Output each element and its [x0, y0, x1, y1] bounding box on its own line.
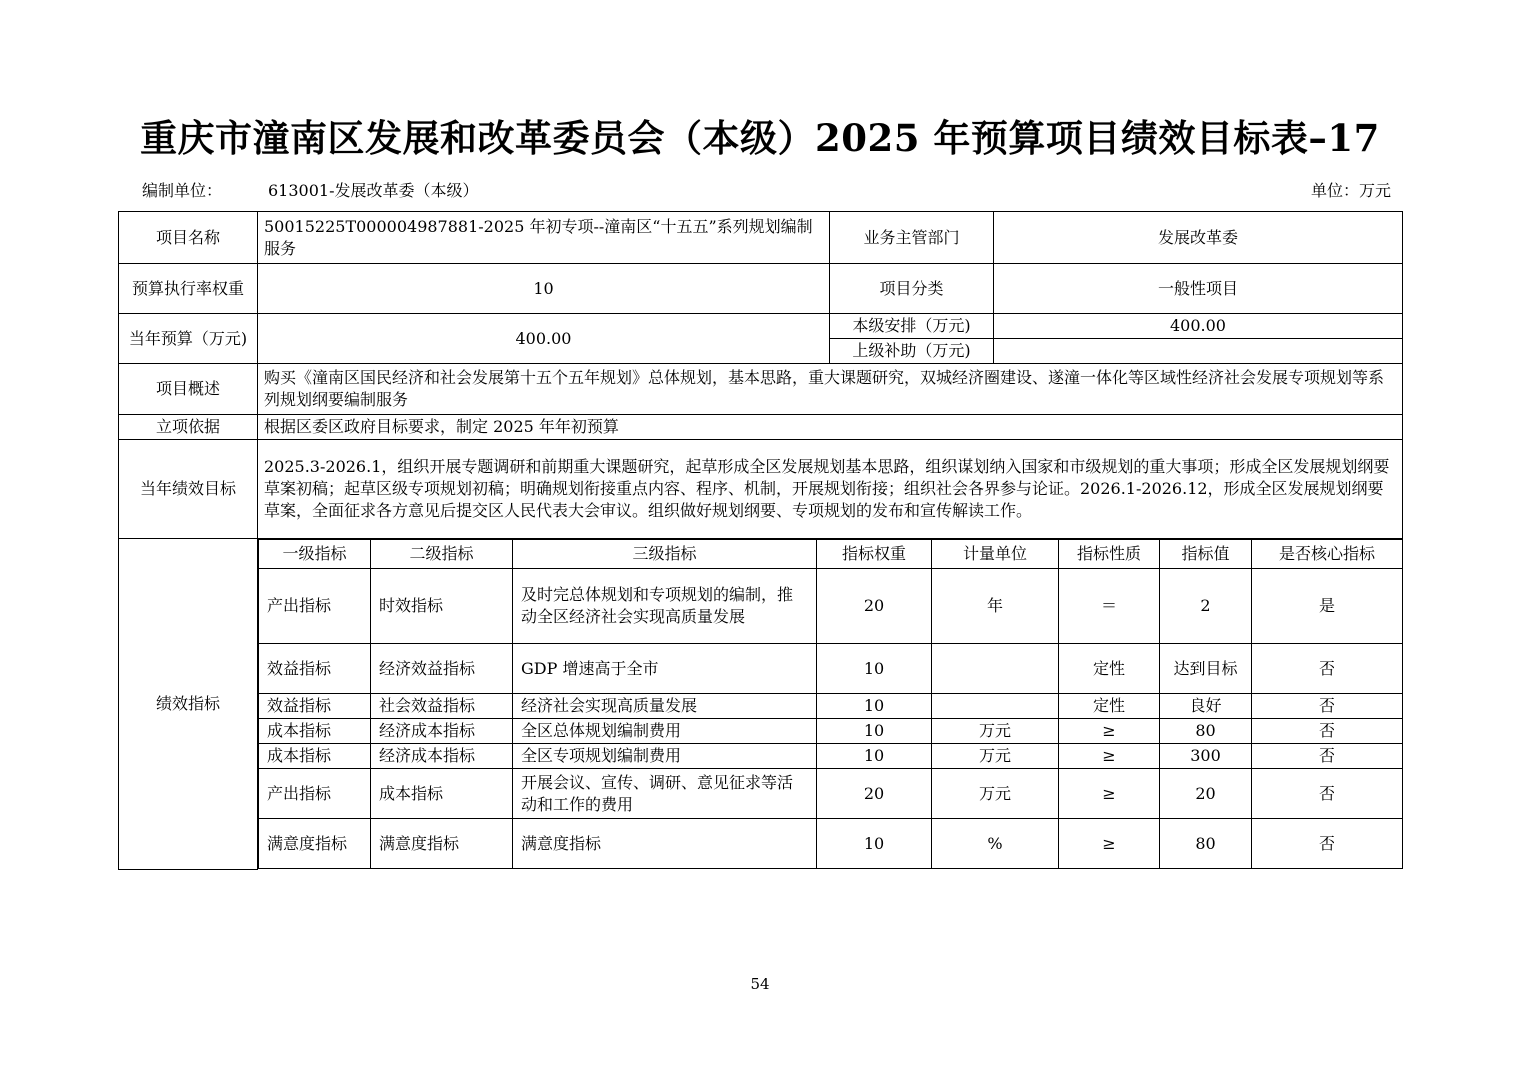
row-l2: 社会效益指标: [371, 694, 513, 719]
budget-value: 400.00: [258, 314, 830, 364]
row-l2: 成本指标: [371, 769, 513, 819]
exec-weight-label: 预算执行率权重: [119, 264, 258, 314]
overview-label: 项目概述: [119, 364, 258, 415]
org-value: 613001-发展改革委（本级）: [268, 181, 479, 200]
header-l2: 二级指标: [371, 540, 513, 569]
unit-label: 单位：万元: [1310, 181, 1391, 200]
row-unit: 万元: [932, 769, 1059, 819]
row-weight: 10: [817, 644, 932, 694]
own-arrangement-value: 400.00: [994, 314, 1403, 339]
row-core: 是: [1252, 569, 1403, 644]
exec-weight-value: 10: [258, 264, 830, 314]
row-l2: 满意度指标: [371, 819, 513, 869]
table-row: [259, 819, 1403, 869]
header-l3: 三级指标: [513, 540, 817, 569]
row-l1: 效益指标: [259, 694, 371, 719]
row-weight: 10: [817, 744, 932, 769]
row-l1: 成本指标: [259, 744, 371, 769]
superior-subsidy-value: [994, 339, 1403, 364]
row-l2: 经济成本指标: [371, 744, 513, 769]
row-l3: 经济社会实现高质量发展: [513, 694, 817, 719]
row-value: 良好: [1160, 694, 1252, 719]
header-l1: 一级指标: [259, 540, 371, 569]
row-weight: 10: [817, 819, 932, 869]
row-nature: ≥: [1059, 819, 1160, 869]
org-label: 编制单位：: [142, 181, 223, 200]
own-arrangement-label: 本级安排（万元): [830, 314, 994, 339]
table-row: [259, 644, 1403, 694]
indicators-header-row: [259, 540, 1403, 569]
header-weight: 指标权重: [817, 540, 932, 569]
indicators-table: [258, 539, 1403, 869]
row-l3: 满意度指标: [513, 819, 817, 869]
header-core: 是否核心指标: [1252, 540, 1403, 569]
row-l1: 成本指标: [259, 719, 371, 744]
row-core: 否: [1252, 694, 1403, 719]
dept-label: 业务主管部门: [830, 212, 994, 264]
table-row: [259, 719, 1403, 744]
table-row: [259, 744, 1403, 769]
indicators-cell: [258, 539, 1403, 870]
row-value: 20: [1160, 769, 1252, 819]
header-nature: 指标性质: [1059, 540, 1160, 569]
page-title: 重庆市潼南区发展和改革委员会（本级）2025 年预算项目绩效目标表–17: [140, 116, 1380, 160]
row-core: 否: [1252, 744, 1403, 769]
row-l3: 全区专项规划编制费用: [513, 744, 817, 769]
row-nature: 定性: [1059, 644, 1160, 694]
row-l3: 开展会议、宣传、调研、意见征求等活动和工作的费用: [513, 769, 817, 819]
category-label: 项目分类: [830, 264, 994, 314]
annual-goal-value: 2025.3-2026.1，组织开展专题调研和前期重大课题研究，起草形成全区发展规划基本思路，组织谋划纳入国家和市级规划的重大事项；形成全区发展规划纲要草案初稿；起草区级专项规划初稿；明确规划衔接重点内容、程序、机制，开展规划衔接；组织社会各界参与论证。2026.1-2026.12，形成全区发展规划纲要草案，全面征求各方意见后提交区人民代表大会审议。组织做好规划纲要、专项规划的发布和宣传解读工作。: [258, 440, 1403, 539]
table-row: [259, 694, 1403, 719]
row-unit: [932, 694, 1059, 719]
basis-label: 立项依据: [119, 415, 258, 440]
row-unit: 年: [932, 569, 1059, 644]
row-unit: 万元: [932, 744, 1059, 769]
page-number: 54: [750, 975, 770, 993]
row-weight: 10: [817, 694, 932, 719]
table-row: [259, 569, 1403, 644]
row-l3: GDP 增速高于全市: [513, 644, 817, 694]
row-l1: 满意度指标: [259, 819, 371, 869]
row-weight: 20: [817, 569, 932, 644]
row-l1: 产出指标: [259, 569, 371, 644]
dept-value: 发展改革委: [994, 212, 1403, 264]
row-nature: ≥: [1059, 744, 1160, 769]
basis-value: 根据区委区政府目标要求，制定 2025 年年初预算: [258, 415, 1403, 440]
overview-value: 购买《潼南区国民经济和社会发展第十五个五年规划》总体规划，基本思路，重大课题研究，双城经济圈建设、遂潼一体化等区域性经济社会发展专项规划等系列规划纲要编制服务: [258, 364, 1403, 415]
row-nature: ≥: [1059, 769, 1160, 819]
row-l1: 产出指标: [259, 769, 371, 819]
row-nature: 定性: [1059, 694, 1160, 719]
row-l2: 经济成本指标: [371, 719, 513, 744]
row-value: 2: [1160, 569, 1252, 644]
row-value: 80: [1160, 819, 1252, 869]
row-core: 否: [1252, 769, 1403, 819]
row-weight: 10: [817, 719, 932, 744]
row-l1: 效益指标: [259, 644, 371, 694]
row-unit: 万元: [932, 719, 1059, 744]
row-value: 达到目标: [1160, 644, 1252, 694]
table-row: [259, 769, 1403, 819]
indicators-label: 绩效指标: [119, 539, 258, 870]
row-core: 否: [1252, 819, 1403, 869]
row-core: 否: [1252, 644, 1403, 694]
row-l2: 时效指标: [371, 569, 513, 644]
row-core: 否: [1252, 719, 1403, 744]
row-unit: [932, 644, 1059, 694]
header-unit: 计量单位: [932, 540, 1059, 569]
annual-goal-label: 当年绩效目标: [119, 440, 258, 539]
performance-table: [118, 211, 1403, 870]
row-l2: 经济效益指标: [371, 644, 513, 694]
row-value: 300: [1160, 744, 1252, 769]
row-nature: ＝: [1059, 569, 1160, 644]
project-name-value: 50015225T000004987881-2025 年初专项--潼南区“十五五”系列规划编制服务: [258, 212, 830, 264]
header-value: 指标值: [1160, 540, 1252, 569]
row-value: 80: [1160, 719, 1252, 744]
row-nature: ≥: [1059, 719, 1160, 744]
row-l3: 及时完总体规划和专项规划的编制，推动全区经济社会实现高质量发展: [513, 569, 817, 644]
category-value: 一般性项目: [994, 264, 1403, 314]
budget-label: 当年预算（万元): [119, 314, 258, 364]
row-l3: 全区总体规划编制费用: [513, 719, 817, 744]
project-name-label: 项目名称: [119, 212, 258, 264]
row-unit: %: [932, 819, 1059, 869]
row-weight: 20: [817, 769, 932, 819]
superior-subsidy-label: 上级补助（万元): [830, 339, 994, 364]
